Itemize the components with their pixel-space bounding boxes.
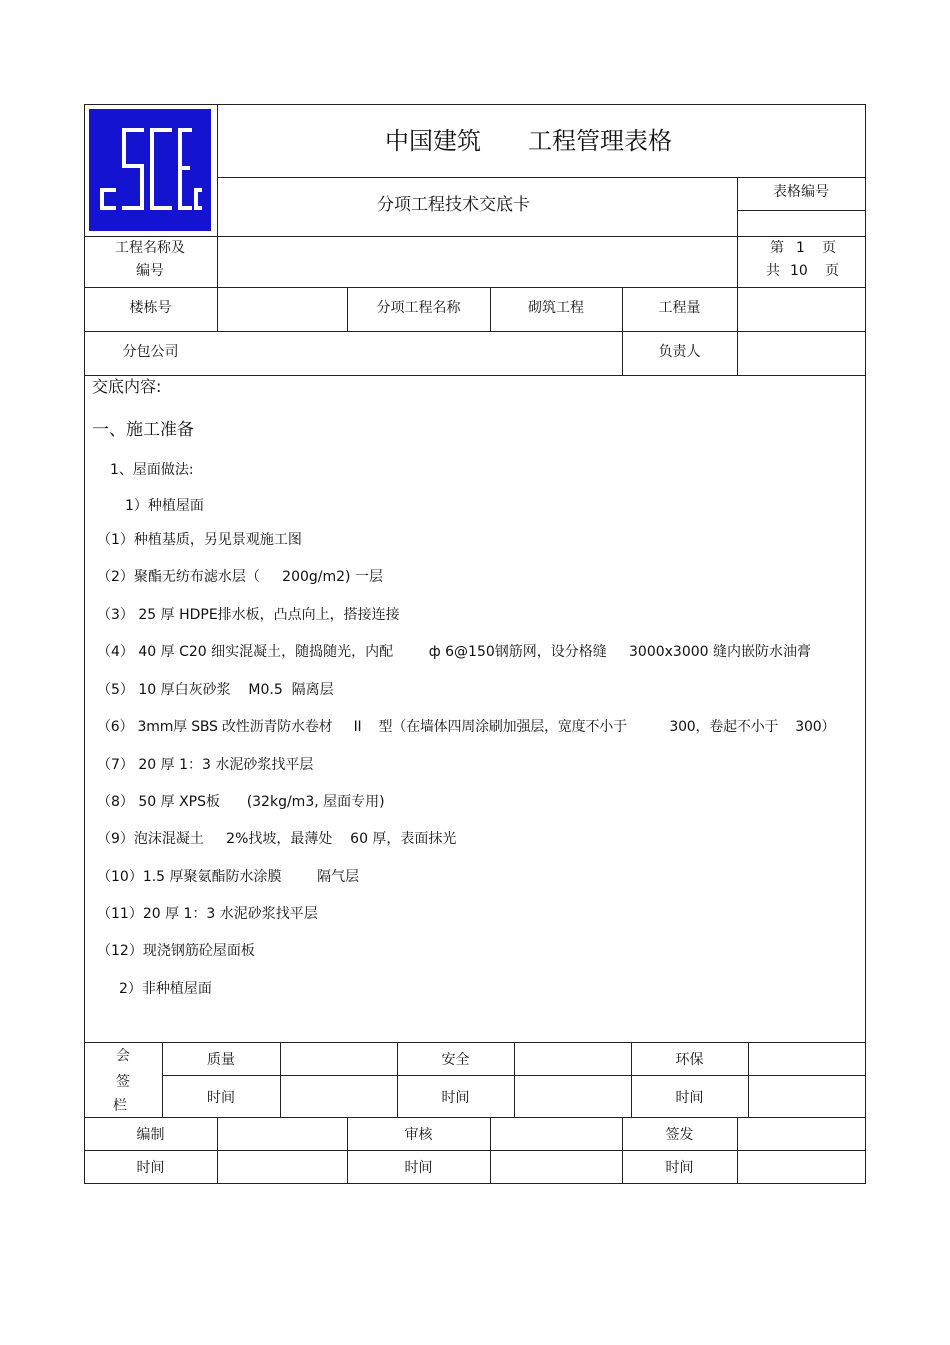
sub-heading-1: 1）种植屋面 [125, 498, 204, 514]
subcontractor-label: 分包公司 [122, 344, 179, 360]
form-no-label: 表格编号 [773, 184, 829, 200]
project-name-label-1: 工程名称及 [115, 240, 185, 256]
header-title-left: 中国建筑 [385, 127, 481, 155]
spec-line-12: （12）现浇钢筋砼屋面板 [97, 943, 255, 959]
approval-div-5 [737, 1117, 738, 1183]
issue-time-label: 时间 [665, 1160, 694, 1176]
spec-line-9: （9）泡沫混凝土 2%找坡，最薄处 60 厚，表面抹光 [97, 831, 457, 847]
frame-bottom [84, 1183, 866, 1184]
quality-time-label: 时间 [207, 1090, 235, 1106]
signoff-qian: 签 [116, 1074, 130, 1090]
spec-line-7: （7） 20 厚 1：3 水泥砂浆找平层 [97, 757, 314, 773]
building-label: 楼栋号 [129, 300, 172, 316]
page-value: 1 [796, 240, 805, 256]
quantity-label: 工程量 [658, 300, 701, 316]
building-bottom-line [84, 331, 866, 332]
spec-line-6: （6） 3mm厚 SBS 改性沥青防水卷材 II 型（在墙体四周涂刷加强层，宽度不小于 300，卷起不小于 300） [97, 719, 836, 735]
frame-right [865, 104, 866, 1184]
total-value: 10 [790, 263, 808, 279]
spec-line-10: （10）1.5 厚聚氨酯防水涂膜 隔气层 [97, 869, 360, 885]
project-bottom-line [84, 287, 866, 288]
spec-line-5: （5） 10 厚白灰砂浆 M0.5 隔离层 [97, 682, 334, 698]
safety-label: 安全 [441, 1052, 470, 1068]
review-time-label: 时间 [404, 1160, 433, 1176]
header-bottom-line [84, 236, 866, 237]
environment-label: 环保 [675, 1052, 704, 1068]
sub-heading-2: 2）非种植屋面 [119, 981, 212, 997]
environment-time-label: 时间 [675, 1090, 704, 1106]
formno-line [737, 210, 866, 211]
signoff-div-6 [748, 1042, 749, 1117]
approval-div-3 [490, 1117, 491, 1183]
project-name-label-2: 编号 [136, 263, 164, 279]
review-label: 审核 [404, 1127, 433, 1143]
safety-time-label: 时间 [441, 1090, 470, 1106]
total-unit: 页 [825, 263, 839, 279]
sub-bottom-line [84, 375, 866, 376]
approval-div-1 [217, 1117, 218, 1183]
header-title-right: 工程管理表格 [528, 127, 672, 155]
person-label: 负责人 [658, 344, 701, 360]
frame-left [84, 104, 85, 1184]
signoff-bottom-line [84, 1117, 866, 1118]
quality-label: 质量 [207, 1052, 235, 1068]
sub-name-label: 分项工程名称 [376, 300, 461, 316]
issue-label: 签发 [665, 1127, 694, 1143]
signoff-hui: 会 [116, 1048, 130, 1064]
compile-label: 编制 [136, 1127, 165, 1143]
header-divider [217, 104, 218, 332]
header-mid-line [217, 177, 866, 178]
spec-line-8: （8） 50 厚 XPS板 (32kg/m3, 屋面专用) [97, 794, 385, 810]
spec-line-2: （2）聚酯无纺布滤水层（ 200g/m2) 一层 [97, 569, 383, 585]
spec-line-4: （4） 40 厚 C20 细实混凝土，随捣随光，内配 ф 6@150钢筋网，设分格缝 3000x3000 缝内嵌防水油膏 [97, 644, 812, 660]
page-label: 第 [770, 240, 784, 256]
signoff-div-4 [514, 1042, 515, 1117]
signoff-lan: 栏 [113, 1098, 127, 1114]
spec-line-11: （11）20 厚 1：3 水泥砂浆找平层 [97, 906, 318, 922]
page-unit: 页 [822, 240, 836, 256]
compile-time-label: 时间 [136, 1160, 165, 1176]
cscec-logo-icon [86, 106, 214, 234]
approval-mid-line [84, 1150, 866, 1151]
spec-line-3: （3） 25 厚 HDPE排水板，凸点向上，搭接连接 [97, 607, 400, 623]
frame-top [84, 104, 866, 105]
total-label: 共 [766, 263, 780, 279]
header-subtitle: 分项工程技术交底卡 [377, 195, 530, 215]
section-heading: 一、施工准备 [92, 420, 194, 440]
signoff-div-2 [280, 1042, 281, 1117]
item-heading: 1、屋面做法: [110, 462, 194, 478]
content-heading: 交底内容: [92, 377, 162, 396]
sub-name-value: 砌筑工程 [528, 300, 584, 316]
spec-line-1: （1）种植基质，另见景观施工图 [97, 532, 302, 548]
